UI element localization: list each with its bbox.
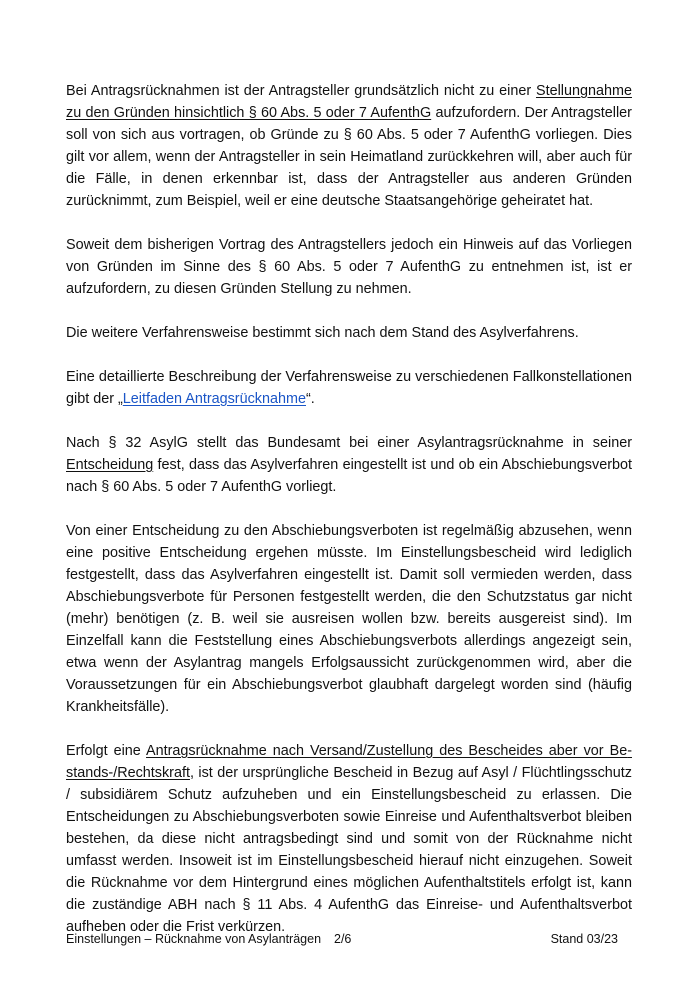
- paragraph-2: Soweit dem bisherigen Vortrag des Antragstellers jedoch ein Hinweis auf das Vorliegen von Gründen im Sinne des § 60 Abs. 5 oder 7 AufenthG zu entnehmen ist, ist er aufzufordern, zu diesen Gründen Stellung zu nehmen.: [66, 237, 632, 297]
- underlined-word-entscheidung: Entscheidung: [66, 457, 154, 473]
- paragraph-4-text-end: “.: [306, 391, 315, 407]
- document-body: [66, 80, 632, 960]
- paragraph-5-text-end: fest, dass das Asylverfahren eingestellt ist und ob ein Abschiebungsverbot nach § 60 Abs. 5 oder 7 AufenthG vorliegt.: [66, 457, 632, 495]
- paragraph-4-text-start: Eine detaillierte Beschreibung der Verfahrensweise zu verschiedenen Fallkonstellationen gibt der „: [66, 369, 632, 407]
- paragraph-1-text-end: aufzufordern. Der Antragsteller soll von sich aus vortragen, ob Gründe zu § 60 Abs. 5 oder 7 AufenthG vorliegen. Dies gilt vor allem, wenn der Antragsteller in sein Heimatland zurückkehren will, aber auch für die Fälle, in denen erkennbar ist, dass der Antragsteller aus anderen Gründen zurücknimmt, zum Beispiel, weil er eine deutsche Staatsangehörige geheiratet hat.: [66, 105, 632, 209]
- paragraph-1: [66, 80, 632, 212]
- paragraph-6: Von einer Entscheidung zu den Abschiebungsverboten ist regelmäßig abzusehen, wenn eine positive Entscheidung ergehen müsste. Im Einstellungsbescheid wird lediglich festgestellt, dass das Asylverfahren eingestellt ist. Damit soll vermieden werden, dass Abschiebungsverbote für Personen festgestellt werden, die den Schutzstatus gar nicht (mehr) benötigen (z. B. weil sie ausreisen wollen bzw. bereits ausgereist sind). Im Einzelfall kann die Feststellung eines Abschiebungsverbots allerdings angezeigt sein, etwa wenn der Asylantrag mangels Erfolgsaussicht zurückgenommen wird, aber die Voraussetzungen für ein Abschiebungsverbot glaubhaft dargelegt worden sind (häufig Krankheitsfälle).: [66, 523, 632, 715]
- link-leitfaden-antragsruecknahme[interactable]: Leitfaden Antragsrücknahme: [122, 391, 306, 407]
- paragraph-4: [66, 366, 632, 410]
- paragraph-1-text-start: Bei Antragsrücknahmen ist der Antragsteller grundsätzlich nicht zu einer: [66, 83, 536, 99]
- paragraph-5-text-start: Nach § 32 AsylG stellt das Bundesamt bei einer Asylantragsrücknahme in seiner: [66, 435, 632, 451]
- paragraph-7-text-start: Erfolgt eine: [66, 743, 147, 759]
- underlined-phrase-stellungnahme: Stellungnahme zu den Gründen hinsichtlich § 60 Abs. 5 oder 7 AufenthG: [66, 83, 632, 121]
- footer-version: Stand 03/23: [550, 932, 618, 946]
- footer-page-number: 2/6: [334, 932, 352, 946]
- underlined-phrase-antragsruecknahme: Antragsrücknahme nach Versand/Zustellung des Bescheides aber vor Bestands-/Rechtskraft: [66, 743, 632, 781]
- paragraph-5: [66, 432, 632, 498]
- paragraph-3: Die weitere Verfahrensweise bestimmt sich nach dem Stand des Asylverfahrens.: [66, 325, 579, 341]
- paragraph-7-text-end: , ist der ursprüngliche Bescheid in Bezug auf Asyl / Flüchtlingsschutz / subsidiärem Schutz aufzuheben und ein Einstellungsbescheid zu erlassen. Die Entscheidungen zu Abschiebungsverboten sowie Einreise und Aufenthaltsverbot bleiben bestehen, da diese nicht antragsbedingt sind und somit von der Rücknahme nicht umfasst werden. Insoweit ist im Einstellungsbescheid hierauf nicht einzugehen. Soweit die Rücknahme vor dem Hintergrund eines möglichen Aufenthaltstitels erfolgt ist, kann die zuständige ABH nach § 11 Abs. 4 AufenthG das Einreise- und Aufenthaltsverbot aufheben oder die Frist verkürzen.: [66, 765, 632, 935]
- paragraph-7: [66, 740, 632, 938]
- footer-title: Einstellungen – Rücknahme von Asylanträgen: [66, 932, 322, 946]
